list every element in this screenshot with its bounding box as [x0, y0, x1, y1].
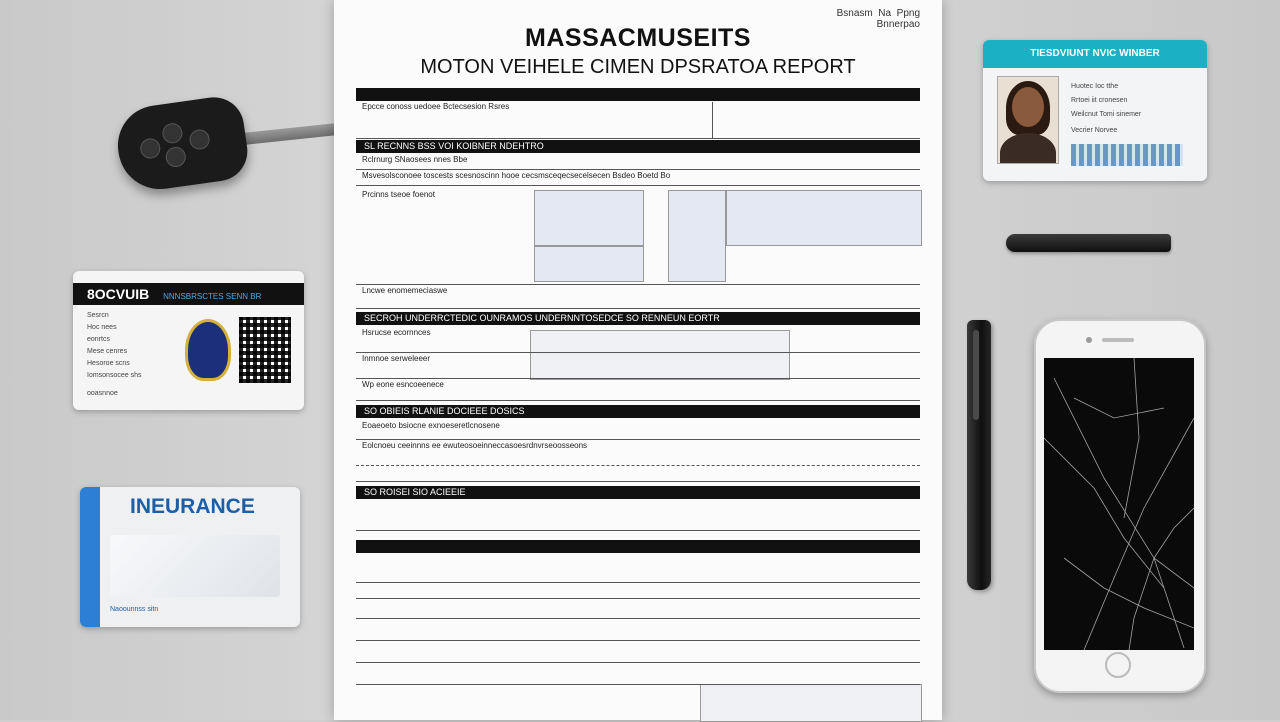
form-row — [356, 642, 920, 663]
registration-line: Iomsonsocee shs — [87, 372, 142, 379]
registration-line: eonrtcs — [87, 336, 110, 343]
license-line: Vecrier Norvee — [1071, 127, 1118, 134]
section-header: SO ROISEI SIO ACIEEIE — [356, 486, 920, 499]
person-face — [1012, 87, 1044, 127]
registration-line: Sesrcn — [87, 312, 109, 319]
fob-button — [188, 128, 211, 151]
registration-line: Mese cenres — [87, 348, 128, 355]
drivers-license-card — [983, 40, 1207, 181]
license-line: Weilcnut Tomi sinemer — [1071, 111, 1142, 118]
form-top-bar — [356, 88, 920, 101]
form-row — [356, 380, 920, 401]
license-header: TIESDVIUNT NVIC WINBER — [983, 40, 1207, 68]
section-header: SL RECNNS BSS VOI KOIBNER NDEHTRO — [356, 140, 920, 153]
section-header: SO OBIEIS RLANIE DOCIEEE DOSICS — [356, 405, 920, 418]
form-row — [356, 664, 920, 685]
form-row-text: Wp eone esncoeenece — [362, 380, 444, 389]
qr-code-icon — [239, 317, 291, 383]
form-row-text: Eoaeoeto bsiocne exnoeseretlcnosene — [362, 421, 500, 430]
registration-line: Hesoroe scns — [87, 360, 130, 367]
insurance-card-footer: Naoounnss sitn — [110, 606, 159, 613]
person-shoulders — [1000, 133, 1056, 164]
form-row-text: Epcce conoss uedoee Bctecsesion Rsres — [362, 102, 510, 111]
form-row — [356, 190, 920, 285]
insurance-card-title: INEURANCE — [130, 495, 255, 518]
insurance-card — [80, 487, 300, 627]
registration-card-header — [73, 283, 304, 305]
section-header — [356, 540, 920, 553]
accident-report-form — [334, 0, 942, 720]
form-row — [356, 421, 920, 440]
form-row-text: Msvesolsconoee toscests scesnoscinn hooe cecsmsceqecsecelsecen Bsdeo Boetd Bo — [362, 171, 671, 180]
form-shaded-field — [700, 684, 922, 722]
form-row — [356, 620, 920, 641]
form-row — [356, 171, 920, 186]
phone-home-button — [1105, 652, 1131, 678]
form-row — [356, 155, 920, 170]
registration-card-title: 8OCVUIB — [87, 286, 150, 302]
form-row-text: Prcinns tseoe foenot — [362, 190, 435, 199]
pen-clip — [973, 330, 979, 420]
registration-card — [73, 271, 304, 410]
form-row — [356, 600, 920, 619]
document-subtitle: MOTON VEIHELE CIMEN DPSRATOA REPORT — [420, 56, 856, 78]
pen-vertical — [967, 320, 991, 590]
state-seal-icon — [185, 319, 231, 381]
document-title: MASSACMUSEITS — [525, 24, 751, 52]
registration-line: Hoc nees — [87, 324, 117, 331]
form-row — [356, 467, 920, 482]
form-row-text: Eolcnoeu ceeinnns ee ewuteosoeinneccasoesrdnvrseoosseons — [362, 441, 588, 450]
insurance-card-panel — [110, 535, 280, 597]
license-line: Rrtoei iit cronesen — [1071, 97, 1128, 104]
document-number: Bsnasm Na Ppng Bnnerpao — [836, 8, 920, 30]
form-row — [356, 584, 920, 599]
form-row — [356, 556, 920, 583]
phone-speaker — [1102, 338, 1134, 342]
form-row-text: Rclrnurg SNaosees nnes Bbe — [362, 155, 468, 164]
license-barcode-icon — [1071, 144, 1183, 166]
form-row-text: Hsrucse ecornnces — [362, 328, 431, 337]
form-row — [356, 441, 920, 466]
section-header: SECROH UNDERRCTEDIC OUNRAMOS UNDERNNTOSEDCE SO RENNEUN EORTR — [356, 312, 920, 325]
license-photo — [997, 76, 1059, 164]
cracked-phone-screen — [1044, 358, 1194, 650]
insurance-card-stripe — [80, 487, 100, 627]
form-row — [356, 354, 920, 379]
registration-card-header-text: NNNSBRSCTES SENN BR — [163, 292, 262, 301]
form-row — [356, 502, 920, 531]
form-row — [356, 286, 920, 309]
fob-button — [164, 146, 187, 169]
phone-camera-icon — [1086, 337, 1092, 343]
form-row-text: Lncwe enomemeciaswe — [362, 286, 448, 295]
form-row-text: Inmnoe serweleeer — [362, 354, 431, 363]
license-line: Huotec Ioc tthe — [1071, 83, 1119, 90]
form-row — [356, 102, 920, 139]
registration-footer: ooasnnoe — [87, 390, 118, 397]
fob-button — [161, 122, 184, 145]
fob-button — [139, 137, 162, 160]
form-row — [356, 328, 920, 353]
form-divider — [712, 102, 713, 138]
pen-horizontal — [1006, 234, 1171, 252]
